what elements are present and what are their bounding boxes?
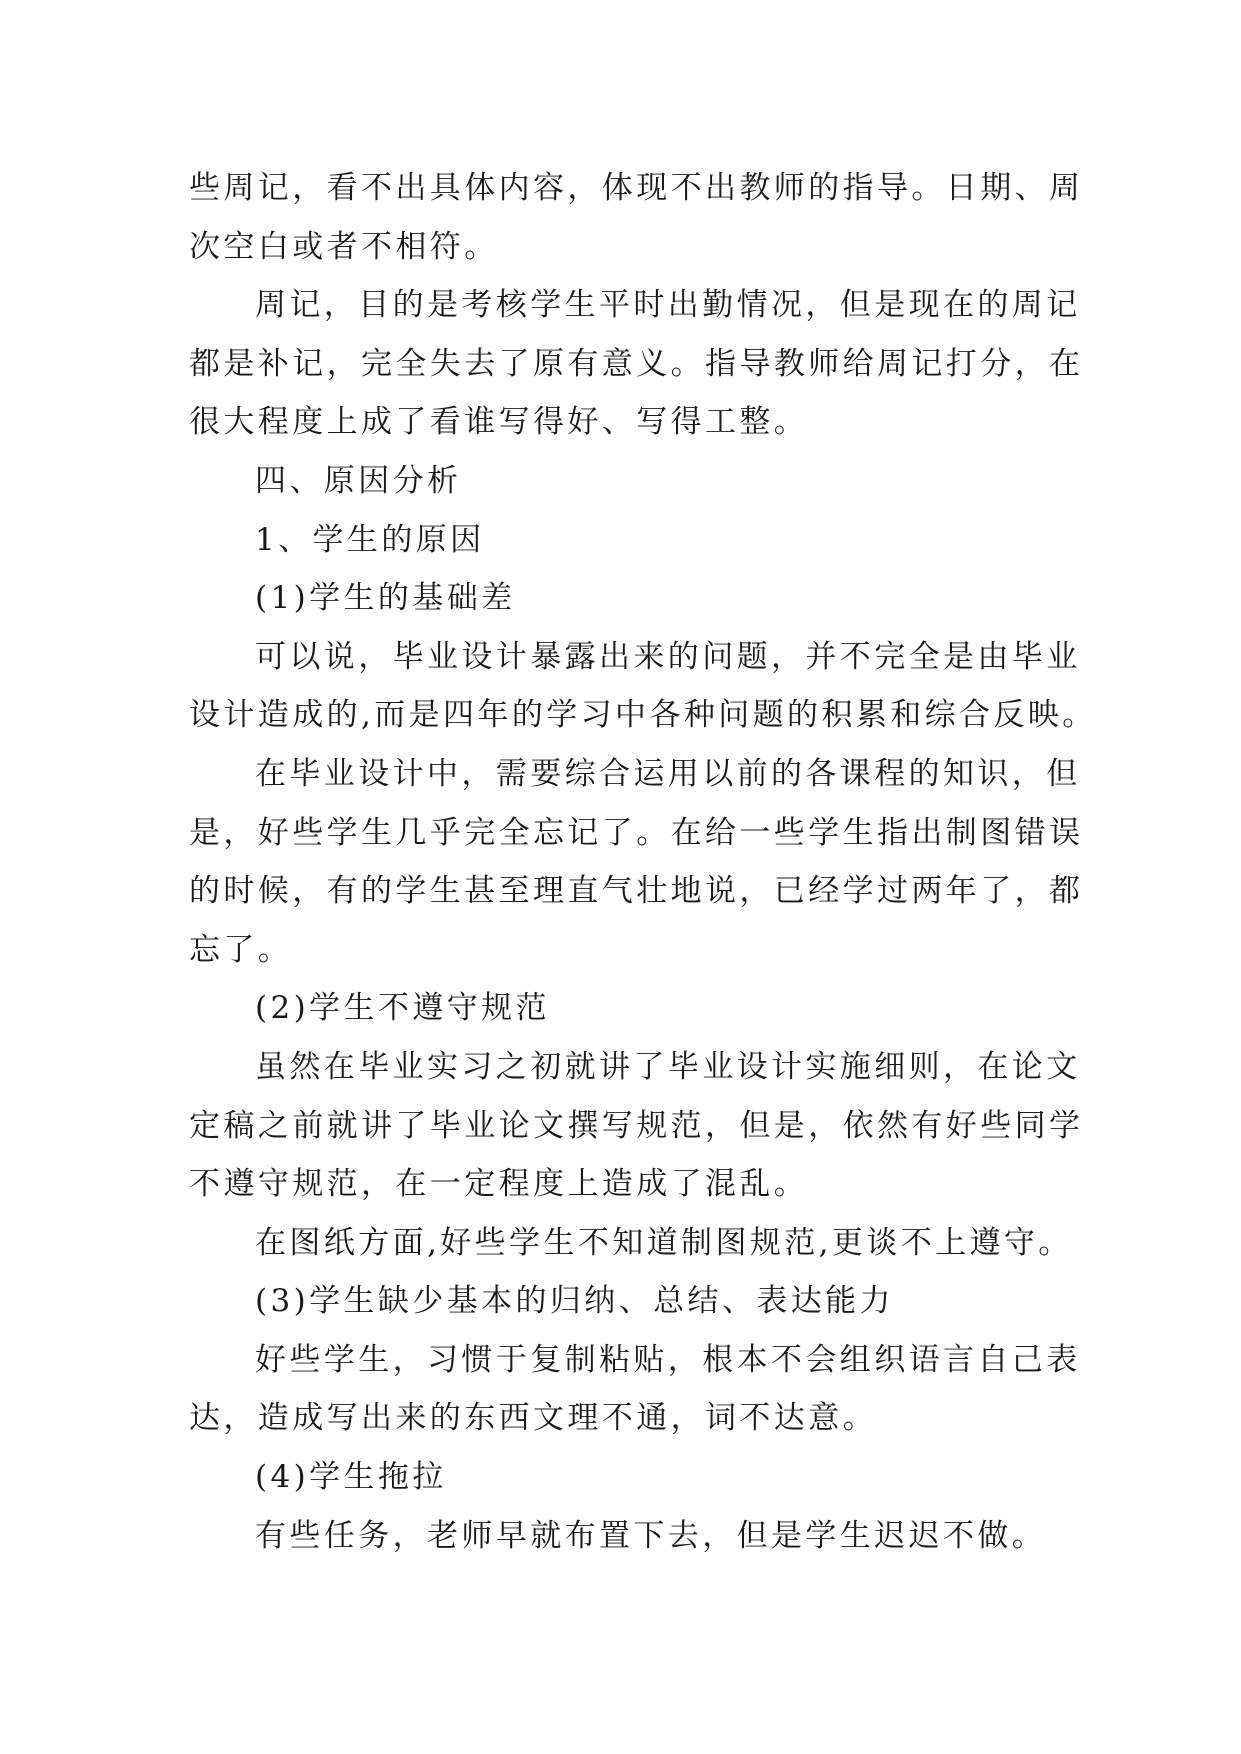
text-line: 些周记，看不出具体内容，体现不出教师的指导。日期、周 xyxy=(189,170,1084,206)
item-heading: (4)学生拖拉 xyxy=(255,1459,447,1496)
text-line: 很大程度上成了看谁写得好、写得工整。 xyxy=(189,404,809,441)
text-line: 设计造成的,而是四年的学习中各种问题的积累和综合反映。 xyxy=(189,697,1097,734)
paragraph-first-line: 可以说，毕业设计暴露出来的问题，并不完全是由毕业 xyxy=(255,638,1081,675)
text-line: 的时候，有的学生甚至理直气壮地说，已经学过两年了，都 xyxy=(189,873,1084,910)
text-line: 达，造成写出来的东西文理不通，词不达意。 xyxy=(189,1400,877,1437)
paragraph-first-line: 周记，目的是考核学生平时出勤情况，但是现在的周记 xyxy=(255,287,1081,324)
item-heading: (3)学生缺少基本的归纳、总结、表达能力 xyxy=(255,1283,894,1320)
paragraph-first-line: 有些任务，老师早就布置下去，但是学生迟迟不做。 xyxy=(255,1517,1047,1554)
paragraph-first-line: 在毕业设计中，需要综合运用以前的各课程的知识，但 xyxy=(255,755,1081,792)
section-heading: 四、原因分析 xyxy=(255,462,462,499)
text-line: 次空白或者不相符。 xyxy=(189,228,499,265)
document-body xyxy=(189,159,1097,1565)
text-line: 忘了。 xyxy=(189,931,293,968)
text-line: 不遵守规范，在一定程度上造成了混乱。 xyxy=(189,1166,809,1203)
subsection-heading: 1、学生的原因 xyxy=(255,521,485,558)
text-line: 定稿之前就讲了毕业论文撰写规范，但是，依然有好些同学 xyxy=(189,1107,1084,1144)
text-line: 是，好些学生几乎完全忘记了。在给一些学生指出制图错误 xyxy=(189,814,1084,851)
item-heading: (2)学生不遵守规范 xyxy=(255,990,550,1027)
text-line: 都是补记，完全失去了原有意义。指导教师给周记打分，在 xyxy=(189,345,1084,382)
paragraph-first-line: 在图纸方面,好些学生不知道制图规范,更谈不上遵守。 xyxy=(255,1224,1073,1261)
paragraph-first-line: 好些学生，习惯于复制粘贴，根本不会组织语言自己表 xyxy=(255,1341,1081,1378)
item-heading: (1)学生的基础差 xyxy=(255,580,516,617)
paragraph-first-line: 虽然在毕业实习之初就讲了毕业设计实施细则，在论文 xyxy=(255,1048,1081,1085)
